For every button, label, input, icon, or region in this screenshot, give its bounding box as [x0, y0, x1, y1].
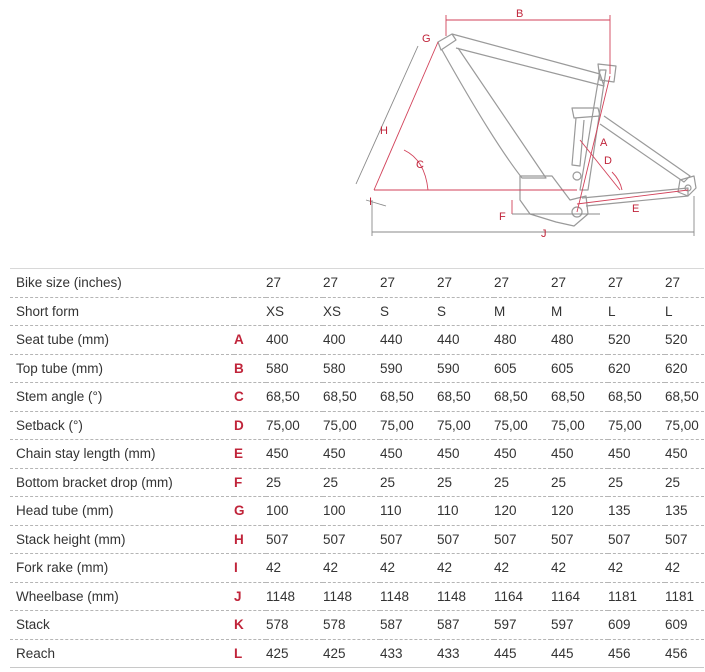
frame-seat-tube: [580, 70, 606, 190]
row-value: M: [494, 297, 551, 326]
row-value: 507: [494, 525, 551, 554]
row-value: 440: [380, 326, 437, 355]
row-value: 42: [608, 554, 665, 583]
dim-arc-d: [612, 172, 622, 190]
row-dimension-code: E: [234, 440, 266, 469]
dim-label-i: I: [369, 196, 373, 208]
row-value: 68,50: [437, 383, 494, 412]
row-value: 445: [494, 639, 551, 668]
row-value: 620: [608, 354, 665, 383]
geometry-table: [10, 268, 704, 668]
dim-label-e: E: [632, 203, 640, 215]
row-value: 440: [437, 326, 494, 355]
row-value: 25: [494, 468, 551, 497]
row-value: 433: [437, 639, 494, 668]
row-value: 75,00: [551, 411, 608, 440]
geometry-row: [10, 354, 704, 383]
row-value: S: [437, 297, 494, 326]
row-label: Chain stay length (mm): [10, 440, 234, 469]
row-value: 587: [380, 611, 437, 640]
geometry-row: [10, 582, 704, 611]
row-value: 507: [437, 525, 494, 554]
row-label: Fork rake (mm): [10, 554, 234, 583]
row-value: 27: [323, 269, 380, 298]
row-value: 68,50: [323, 383, 380, 412]
row-value: 445: [551, 639, 608, 668]
row-value: 400: [266, 326, 323, 355]
row-value: L: [665, 297, 704, 326]
row-value: 597: [494, 611, 551, 640]
dim-line-h: [374, 42, 438, 190]
row-value: 456: [665, 639, 704, 668]
row-value: 75,00: [665, 411, 704, 440]
row-value: 68,50: [266, 383, 323, 412]
row-value: 42: [437, 554, 494, 583]
row-value: L: [608, 297, 665, 326]
row-value: XS: [323, 297, 380, 326]
row-label: Top tube (mm): [10, 354, 234, 383]
row-value: 68,50: [665, 383, 704, 412]
geometry-row: [10, 611, 704, 640]
bike-frame-geometry-diagram: [0, 0, 705, 262]
dim-label-a: A: [600, 137, 608, 149]
row-value: 400: [323, 326, 380, 355]
row-label: Head tube (mm): [10, 497, 234, 526]
row-value: 27: [266, 269, 323, 298]
row-value: 433: [380, 639, 437, 668]
row-value: 135: [665, 497, 704, 526]
dim-label-g: G: [422, 33, 431, 45]
row-value: 450: [608, 440, 665, 469]
row-value: 597: [551, 611, 608, 640]
row-value: 75,00: [608, 411, 665, 440]
guide-fork-line: [356, 46, 418, 184]
row-value: 27: [380, 269, 437, 298]
row-value: 425: [323, 639, 380, 668]
row-value: 25: [551, 468, 608, 497]
frame-motor-housing: [520, 176, 588, 226]
row-dimension-code: D: [234, 411, 266, 440]
row-value: 68,50: [608, 383, 665, 412]
row-value: 520: [608, 326, 665, 355]
row-value: 507: [266, 525, 323, 554]
row-value: 25: [437, 468, 494, 497]
row-label: Bottom bracket drop (mm): [10, 468, 234, 497]
row-value: 450: [323, 440, 380, 469]
row-value: 25: [665, 468, 704, 497]
row-value: 456: [608, 639, 665, 668]
row-dimension-code: [234, 269, 266, 298]
row-dimension-code: A: [234, 326, 266, 355]
row-label: Setback (°): [10, 411, 234, 440]
row-value: 27: [494, 269, 551, 298]
row-value: 25: [266, 468, 323, 497]
row-label: Reach: [10, 639, 234, 668]
row-value: 507: [323, 525, 380, 554]
row-value: 110: [380, 497, 437, 526]
row-label: Short form: [10, 297, 234, 326]
row-dimension-code: [234, 297, 266, 326]
dim-label-f: F: [499, 211, 506, 223]
row-value: 42: [380, 554, 437, 583]
row-value: S: [380, 297, 437, 326]
frame-shock-link: [572, 118, 584, 166]
row-value: 27: [608, 269, 665, 298]
row-value: XS: [266, 297, 323, 326]
row-value: 42: [494, 554, 551, 583]
row-dimension-code: K: [234, 611, 266, 640]
dim-label-j: J: [541, 228, 547, 240]
row-value: 1164: [494, 582, 551, 611]
dim-label-c: C: [416, 159, 424, 171]
row-label: Wheelbase (mm): [10, 582, 234, 611]
row-value: 425: [266, 639, 323, 668]
frame-head-tube: [438, 34, 456, 50]
row-label: Stem angle (°): [10, 383, 234, 412]
row-value: 450: [551, 440, 608, 469]
row-value: 100: [323, 497, 380, 526]
row-dimension-code: G: [234, 497, 266, 526]
row-value: 75,00: [266, 411, 323, 440]
row-value: 590: [437, 354, 494, 383]
row-value: 42: [551, 554, 608, 583]
row-value: 120: [551, 497, 608, 526]
frame-seat-stay: [600, 116, 690, 182]
geometry-row: [10, 269, 704, 298]
row-value: 42: [323, 554, 380, 583]
geometry-row: [10, 297, 704, 326]
row-value: 1148: [323, 582, 380, 611]
row-value: 480: [551, 326, 608, 355]
geometry-row: [10, 468, 704, 497]
geometry-row: [10, 639, 704, 668]
row-dimension-code: H: [234, 525, 266, 554]
row-dimension-code: I: [234, 554, 266, 583]
row-value: 450: [437, 440, 494, 469]
row-value: 68,50: [551, 383, 608, 412]
dim-label-h: H: [380, 125, 388, 137]
row-value: 120: [494, 497, 551, 526]
frame-pivot: [573, 172, 581, 180]
geometry-row: [10, 525, 704, 554]
row-value: 507: [665, 525, 704, 554]
row-value: 25: [380, 468, 437, 497]
row-value: 580: [323, 354, 380, 383]
row-value: 480: [494, 326, 551, 355]
geometry-row: [10, 411, 704, 440]
dim-label-d: D: [604, 155, 612, 167]
row-value: 578: [323, 611, 380, 640]
row-value: 620: [665, 354, 704, 383]
row-dimension-code: J: [234, 582, 266, 611]
row-dimension-code: L: [234, 639, 266, 668]
frame-seat-post: [598, 64, 616, 82]
row-value: 1148: [437, 582, 494, 611]
frame-shock: [572, 108, 600, 118]
row-value: 587: [437, 611, 494, 640]
row-value: 42: [266, 554, 323, 583]
row-value: 1148: [380, 582, 437, 611]
geometry-row: [10, 326, 704, 355]
row-value: 42: [665, 554, 704, 583]
row-label: Bike size (inches): [10, 269, 234, 298]
row-value: 75,00: [494, 411, 551, 440]
geometry-row: [10, 440, 704, 469]
geometry-row: [10, 383, 704, 412]
row-value: 450: [380, 440, 437, 469]
row-value: 590: [380, 354, 437, 383]
row-value: 135: [608, 497, 665, 526]
row-value: 68,50: [494, 383, 551, 412]
geometry-row: [10, 497, 704, 526]
row-label: Stack: [10, 611, 234, 640]
row-value: 1181: [665, 582, 704, 611]
row-value: 507: [608, 525, 665, 554]
row-value: 1148: [266, 582, 323, 611]
row-value: M: [551, 297, 608, 326]
row-value: 27: [665, 269, 704, 298]
row-value: 609: [665, 611, 704, 640]
geometry-row: [10, 554, 704, 583]
row-value: 1181: [608, 582, 665, 611]
row-value: 25: [608, 468, 665, 497]
row-value: 100: [266, 497, 323, 526]
row-value: 605: [494, 354, 551, 383]
row-value: 580: [266, 354, 323, 383]
row-value: 1164: [551, 582, 608, 611]
row-dimension-code: F: [234, 468, 266, 497]
row-value: 578: [266, 611, 323, 640]
row-value: 450: [665, 440, 704, 469]
row-value: 507: [551, 525, 608, 554]
row-value: 25: [323, 468, 380, 497]
row-value: 75,00: [437, 411, 494, 440]
row-value: 450: [494, 440, 551, 469]
row-value: 520: [665, 326, 704, 355]
row-value: 507: [380, 525, 437, 554]
row-value: 450: [266, 440, 323, 469]
row-label: Seat tube (mm): [10, 326, 234, 355]
row-value: 110: [437, 497, 494, 526]
row-value: 75,00: [380, 411, 437, 440]
dim-label-b: B: [516, 8, 524, 20]
row-dimension-code: C: [234, 383, 266, 412]
row-value: 27: [551, 269, 608, 298]
row-value: 605: [551, 354, 608, 383]
row-dimension-code: B: [234, 354, 266, 383]
row-value: 75,00: [323, 411, 380, 440]
row-value: 27: [437, 269, 494, 298]
row-label: Stack height (mm): [10, 525, 234, 554]
row-value: 609: [608, 611, 665, 640]
frame-top-tube: [452, 34, 604, 86]
row-value: 68,50: [380, 383, 437, 412]
